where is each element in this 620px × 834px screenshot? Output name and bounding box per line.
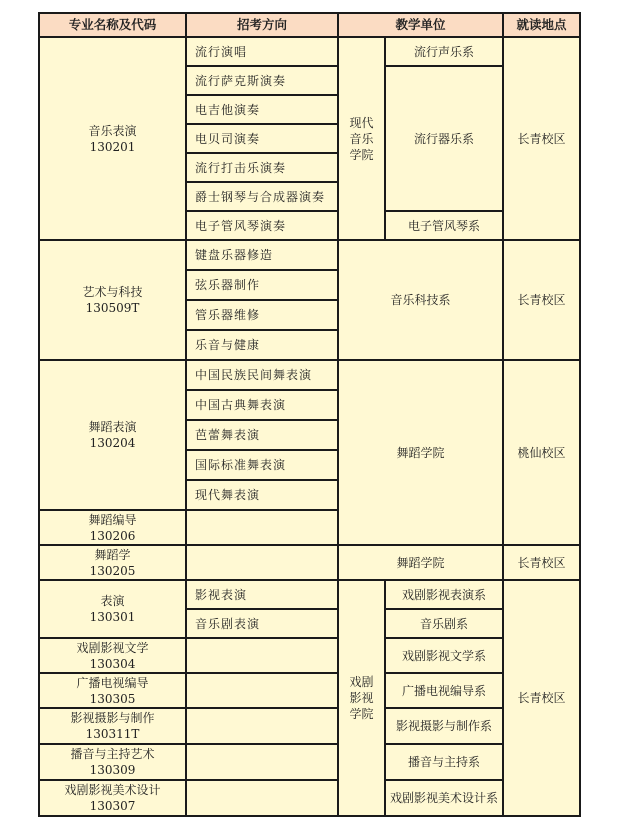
major-name: 戏剧影视美术设计 bbox=[64, 783, 161, 797]
direction-cell: 电子管风琴演奏 bbox=[186, 211, 338, 240]
campus-cell: 长青校区 bbox=[503, 580, 580, 816]
direction-cell: 芭蕾舞表演 bbox=[186, 420, 338, 450]
dept-cell: 音乐科技系 bbox=[338, 240, 503, 360]
dept-cell: 戏剧影视美术设计系 bbox=[385, 780, 503, 816]
header-unit: 教学单位 bbox=[338, 13, 503, 37]
major-code: 130201 bbox=[89, 139, 136, 154]
direction-cell: 影视表演 bbox=[186, 580, 338, 609]
college-cell bbox=[338, 580, 385, 816]
major-cell bbox=[39, 240, 186, 360]
college-text: 戏剧 bbox=[349, 675, 374, 689]
direction-cell: 现代舞表演 bbox=[186, 480, 338, 510]
major-name: 广播电视编导 bbox=[76, 675, 149, 690]
dept-cell: 舞蹈学院 bbox=[338, 360, 503, 545]
dept-cell: 戏剧影视表演系 bbox=[385, 580, 503, 609]
direction-cell: 爵士钢琴与合成器演奏 bbox=[186, 182, 338, 211]
header-major: 专业名称及代码 bbox=[39, 13, 186, 37]
direction-cell bbox=[186, 510, 338, 545]
direction-cell: 中国古典舞表演 bbox=[186, 390, 338, 420]
campus-cell: 长青校区 bbox=[503, 240, 580, 360]
major-name: 舞蹈编导 bbox=[88, 512, 137, 527]
college-text: 现代 bbox=[349, 115, 374, 130]
college-text: 学院 bbox=[349, 707, 374, 721]
major-code: 130509T bbox=[85, 301, 140, 315]
major-code: 130305 bbox=[89, 691, 136, 706]
major-code: 130206 bbox=[89, 528, 136, 543]
dept-cell: 音乐剧系 bbox=[385, 609, 503, 638]
major-cell bbox=[39, 580, 186, 638]
major-code: 130204 bbox=[89, 436, 136, 450]
major-code: 130301 bbox=[89, 610, 136, 624]
header-campus: 就读地点 bbox=[503, 13, 580, 37]
major-cell bbox=[39, 744, 186, 780]
dept-cell: 舞蹈学院 bbox=[338, 545, 503, 580]
enrollment-table bbox=[38, 12, 581, 817]
major-name: 音乐表演 bbox=[88, 123, 137, 138]
college-text: 音乐 bbox=[349, 131, 374, 146]
major-name: 戏剧影视文学 bbox=[76, 640, 149, 655]
campus-cell: 长青校区 bbox=[503, 545, 580, 580]
direction-cell: 中国民族民间舞表演 bbox=[186, 360, 338, 390]
table-row bbox=[39, 37, 580, 66]
major-name: 舞蹈表演 bbox=[88, 420, 137, 434]
major-name: 影视摄影与制作 bbox=[70, 711, 155, 725]
major-code: 130307 bbox=[89, 799, 136, 813]
table-row bbox=[39, 638, 580, 673]
direction-cell: 乐音与健康 bbox=[186, 330, 338, 360]
dept-cell: 流行器乐系 bbox=[385, 66, 503, 211]
header-row bbox=[39, 13, 580, 37]
major-cell bbox=[39, 545, 186, 580]
dept-cell: 戏剧影视文学系 bbox=[385, 638, 503, 673]
direction-cell: 国际标准舞表演 bbox=[186, 450, 338, 480]
direction-cell: 流行打击乐演奏 bbox=[186, 153, 338, 182]
direction-cell bbox=[186, 545, 338, 580]
direction-cell: 弦乐器制作 bbox=[186, 270, 338, 300]
major-name: 艺术与科技 bbox=[82, 285, 143, 299]
campus-cell: 长青校区 bbox=[503, 37, 580, 240]
major-cell bbox=[39, 360, 186, 510]
major-code: 130304 bbox=[89, 656, 136, 671]
major-name: 播音与主持艺术 bbox=[70, 747, 155, 761]
campus-cell: 桃仙校区 bbox=[503, 360, 580, 545]
major-code: 130205 bbox=[89, 563, 136, 578]
college-cell bbox=[338, 37, 385, 240]
college-text: 影视 bbox=[349, 691, 374, 705]
direction-cell: 电吉他演奏 bbox=[186, 95, 338, 124]
major-cell bbox=[39, 638, 186, 673]
direction-cell bbox=[186, 708, 338, 744]
direction-cell bbox=[186, 638, 338, 673]
direction-cell: 音乐剧表演 bbox=[186, 609, 338, 638]
major-cell bbox=[39, 37, 186, 240]
dept-cell: 流行声乐系 bbox=[385, 37, 503, 66]
table-row bbox=[39, 545, 580, 580]
college-text: 学院 bbox=[349, 147, 374, 162]
direction-cell bbox=[186, 673, 338, 708]
header-direction: 招考方向 bbox=[186, 13, 338, 37]
direction-cell: 键盘乐器修造 bbox=[186, 240, 338, 270]
table-row bbox=[39, 673, 580, 708]
dept-cell: 影视摄影与制作系 bbox=[385, 708, 503, 744]
table-row bbox=[39, 708, 580, 744]
major-code: 130311T bbox=[85, 727, 140, 741]
major-cell bbox=[39, 673, 186, 708]
direction-cell: 电贝司演奏 bbox=[186, 124, 338, 153]
table-row bbox=[39, 240, 580, 270]
table-row bbox=[39, 744, 580, 780]
direction-cell bbox=[186, 744, 338, 780]
major-cell bbox=[39, 708, 186, 744]
table-row bbox=[39, 780, 580, 816]
major-cell bbox=[39, 780, 186, 816]
direction-cell: 管乐器维修 bbox=[186, 300, 338, 330]
dept-cell: 电子管风琴系 bbox=[385, 211, 503, 240]
major-code: 130309 bbox=[89, 763, 136, 777]
direction-cell: 流行演唱 bbox=[186, 37, 338, 66]
major-name: 表演 bbox=[100, 594, 125, 608]
direction-cell: 流行萨克斯演奏 bbox=[186, 66, 338, 95]
direction-cell bbox=[186, 780, 338, 816]
dept-cell: 广播电视编导系 bbox=[385, 673, 503, 708]
dept-cell: 播音与主持系 bbox=[385, 744, 503, 780]
major-name: 舞蹈学 bbox=[94, 547, 131, 562]
table-row bbox=[39, 580, 580, 609]
table-row bbox=[39, 360, 580, 390]
major-cell bbox=[39, 510, 186, 545]
